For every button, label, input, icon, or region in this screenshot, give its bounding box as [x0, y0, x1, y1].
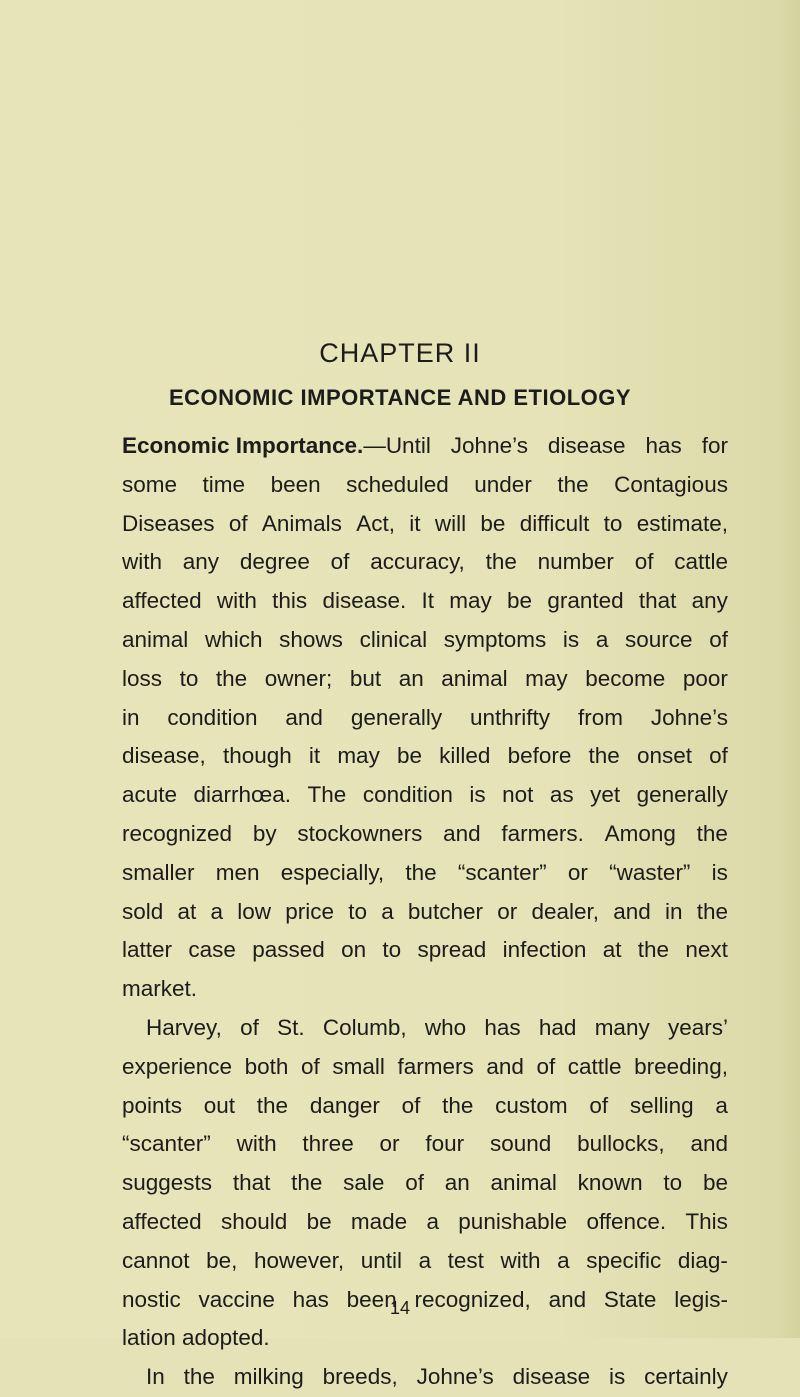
line-word: the: [637, 937, 670, 963]
line-word: danger: [309, 1092, 380, 1118]
line-word: punishable: [458, 1208, 568, 1234]
line-word: of: [401, 1092, 421, 1118]
line-word: in: [664, 898, 683, 924]
line-word: three: [302, 1131, 354, 1157]
text-line: [122, 699, 728, 738]
line-word: small: [332, 1053, 385, 1079]
text-line: [122, 776, 728, 815]
line-word: a: [426, 1208, 439, 1234]
line-word: until: [360, 1247, 402, 1273]
line-word: the: [183, 1364, 215, 1390]
line-word: a: [381, 898, 394, 924]
line-word: estimate,: [636, 510, 728, 536]
line-word: or: [379, 1131, 400, 1157]
page-number: 14: [389, 1298, 411, 1318]
line-word: for: [701, 433, 728, 458]
line-word: smaller: [122, 859, 195, 885]
line-word: dealer,: [531, 898, 599, 924]
line-word: disease,: [122, 743, 206, 769]
text-line: [122, 427, 728, 466]
line-word: affected: [122, 1208, 202, 1234]
text-line: [122, 893, 728, 932]
line-word: both: [244, 1053, 289, 1079]
line-word: a: [210, 898, 223, 924]
text-line: [122, 1087, 728, 1126]
line-word: Johne’s: [650, 704, 728, 730]
line-word: may: [449, 588, 492, 614]
line-word: diag-: [677, 1247, 728, 1273]
line-word: out: [203, 1092, 236, 1118]
line-word: who: [424, 1014, 467, 1040]
line-word: “scanter”: [122, 1131, 211, 1157]
line-word: onset: [636, 743, 692, 769]
text-line: [122, 1203, 728, 1242]
line-word: the: [485, 549, 517, 575]
line-word: “scanter”: [457, 859, 547, 885]
line-word: stockowners: [297, 820, 423, 846]
line-word: Among: [604, 820, 676, 846]
line-word: points: [122, 1092, 183, 1118]
line-word: source: [625, 626, 693, 652]
line-word: but: [349, 665, 382, 691]
line-word: diarrhœa.: [193, 782, 292, 808]
text-line: [122, 1125, 728, 1164]
line-word: legis-: [674, 1286, 728, 1312]
line-word: by: [252, 820, 277, 846]
line-word: on: [341, 937, 367, 963]
line-word: case: [188, 937, 236, 963]
line-word: any: [691, 588, 728, 614]
line-word: recognized,: [414, 1286, 531, 1312]
line-word: to: [663, 1170, 683, 1196]
line-word: loss: [122, 665, 163, 691]
line-word: the: [442, 1092, 474, 1118]
text-line: [122, 543, 728, 582]
line-word: that: [232, 1170, 271, 1196]
line-word: and: [443, 820, 481, 846]
line-word: disease: [547, 433, 626, 458]
line-word: spread: [417, 937, 487, 963]
text-line: [122, 931, 728, 970]
line-word: any: [182, 549, 220, 575]
line-word: selling: [629, 1092, 694, 1118]
line-word: the: [291, 1170, 323, 1196]
line-word: clinical: [359, 626, 428, 652]
text-line: [122, 660, 728, 699]
line-word: and: [486, 1053, 524, 1079]
line-word: known: [577, 1170, 643, 1196]
line-word: four: [425, 1131, 465, 1157]
line-word: degree: [239, 549, 310, 575]
line-word: infection: [502, 937, 587, 963]
line-word: to: [348, 898, 367, 924]
line-word: had: [538, 1014, 577, 1040]
line-word: nostic: [122, 1286, 181, 1312]
line-word: especially,: [280, 859, 385, 885]
line-word: Economic Importance.—Until: [122, 433, 431, 458]
line-text: market.: [122, 976, 198, 1002]
line-word: of: [330, 549, 350, 575]
line-word: not: [502, 782, 534, 808]
chapter-heading: CHAPTER II: [319, 338, 481, 368]
line-word: is: [469, 782, 486, 808]
line-word: Diseases: [122, 510, 215, 536]
line-word: a: [595, 626, 609, 652]
line-word: as: [549, 782, 574, 808]
line-word: disease: [512, 1364, 591, 1390]
line-word: be: [396, 743, 422, 769]
line-word: years’: [667, 1014, 728, 1040]
line-word: a: [557, 1247, 570, 1273]
line-word: which: [204, 626, 263, 652]
line-word: the: [588, 743, 620, 769]
line-word: Harvey,: [146, 1014, 222, 1040]
line-word: or: [497, 898, 518, 924]
line-word: of: [634, 549, 654, 575]
line-word: been: [346, 1286, 397, 1312]
line-word: low: [237, 898, 271, 924]
line-word: custom: [495, 1092, 568, 1118]
line-word: a: [715, 1092, 728, 1118]
line-word: it: [308, 743, 321, 769]
line-word: The: [307, 782, 347, 808]
line-word: has: [645, 433, 682, 458]
line-word: the: [696, 820, 728, 846]
line-word: cattle: [567, 1053, 622, 1079]
line-word: under: [474, 471, 532, 497]
line-word: farmers.: [501, 820, 584, 846]
line-word: bullocks,: [577, 1131, 665, 1157]
line-word: cattle: [674, 549, 728, 575]
line-word: and: [690, 1131, 728, 1157]
line-word: will: [434, 510, 467, 536]
line-word: sound: [489, 1131, 552, 1157]
line-word: granted: [547, 588, 624, 614]
line-word: breeding,: [634, 1053, 728, 1079]
line-word: of: [536, 1053, 556, 1079]
line-word: the: [405, 859, 437, 885]
line-word: be,: [206, 1247, 238, 1273]
line-word: yet: [590, 782, 621, 808]
line-word: has: [484, 1014, 521, 1040]
line-word: to: [603, 510, 623, 536]
line-word: the: [557, 471, 589, 497]
line-word: killed: [439, 743, 491, 769]
line-word: with: [216, 588, 257, 614]
line-word: certainly: [644, 1364, 728, 1390]
text-line: [122, 505, 728, 544]
line-word: St.: [277, 1014, 305, 1040]
text-line: [122, 815, 728, 854]
line-word: State: [603, 1286, 657, 1312]
line-word: number: [537, 549, 614, 575]
line-word: condition: [167, 704, 258, 730]
line-word: from: [577, 704, 623, 730]
line-word: This: [685, 1208, 728, 1234]
line-word: Act,: [356, 510, 395, 536]
line-word: animal: [490, 1170, 557, 1196]
line-word: though: [222, 743, 292, 769]
line-word: accuracy,: [370, 549, 465, 575]
line-word: latter: [122, 937, 173, 963]
body-text: [122, 427, 728, 1397]
line-word: scheduled: [346, 471, 449, 497]
line-word: animal: [441, 665, 508, 691]
text-line: [122, 970, 728, 1009]
line-word: the: [215, 665, 248, 691]
line-word: however,: [254, 1247, 345, 1273]
line-word: of: [301, 1053, 320, 1079]
line-word: condition: [362, 782, 453, 808]
line-word: sold: [122, 898, 164, 924]
line-word: owner;: [264, 665, 333, 691]
line-word: be: [480, 510, 506, 536]
line-word: of: [589, 1092, 609, 1118]
line-word: to: [179, 665, 199, 691]
line-word: In: [146, 1364, 165, 1390]
line-word: “waster”: [609, 859, 691, 885]
line-word: or: [567, 859, 588, 885]
text-line: [122, 1242, 728, 1281]
line-word: an: [398, 665, 424, 691]
line-word: has: [292, 1286, 329, 1312]
line-word: milking: [233, 1364, 304, 1390]
line-word: experience: [122, 1053, 233, 1079]
text-line: [122, 1319, 728, 1358]
line-word: made: [350, 1208, 408, 1234]
line-word: offence.: [586, 1208, 667, 1234]
line-word: farmers: [397, 1053, 474, 1079]
line-word: to: [382, 937, 402, 963]
line-word: in: [122, 704, 140, 730]
line-word: of: [709, 626, 728, 652]
line-word: and: [285, 704, 323, 730]
line-word: sale: [343, 1170, 385, 1196]
run-in-heading: Economic Importance.: [122, 433, 364, 458]
line-word: with: [500, 1247, 541, 1273]
line-word: generally: [350, 704, 443, 730]
line-word: passed: [252, 937, 325, 963]
text-line: [122, 854, 728, 893]
line-word: time: [202, 471, 246, 497]
line-word: at: [177, 898, 197, 924]
line-word: an: [444, 1170, 470, 1196]
line-word: vaccine: [198, 1286, 275, 1312]
text-line: [122, 621, 728, 660]
line-word: butcher: [407, 898, 483, 924]
line-word: affected: [122, 588, 202, 614]
line-word: of: [709, 743, 728, 769]
line-word: Johne’s: [416, 1364, 494, 1390]
text-line: [122, 737, 728, 776]
line-word: some: [122, 471, 178, 497]
line-word: of: [405, 1170, 424, 1196]
line-word: is: [609, 1364, 626, 1390]
line-word: become: [585, 665, 666, 691]
line-word: before: [507, 743, 572, 769]
line-word: may: [337, 743, 380, 769]
text-line: [122, 1009, 728, 1048]
line-word: men: [215, 859, 260, 885]
line-word: and: [613, 898, 651, 924]
line-word: recognized: [122, 820, 233, 846]
line-word: is: [562, 626, 580, 652]
line-word: of: [240, 1014, 259, 1040]
line-word: been: [270, 471, 321, 497]
line-word: a: [418, 1247, 432, 1273]
line-word: with: [236, 1131, 277, 1157]
line-word: should: [220, 1208, 288, 1234]
line-word: be: [306, 1208, 332, 1234]
line-word: that: [638, 588, 677, 614]
line-word: may: [525, 665, 568, 691]
line-word: this: [272, 588, 308, 614]
chapter-title: ECONOMIC IMPORTANCE AND ETIOLOGY: [168, 385, 632, 410]
line-word: price: [285, 898, 334, 924]
line-word: and: [548, 1286, 587, 1312]
line-word: it: [409, 510, 421, 536]
line-word: the: [696, 898, 728, 924]
text-line: [122, 1048, 728, 1087]
line-text: lation adopted.: [122, 1325, 270, 1351]
line-word: of: [228, 510, 248, 536]
text-line: [122, 1164, 728, 1203]
line-word: the: [256, 1092, 289, 1118]
line-word: difficult: [519, 510, 590, 536]
line-word: shows: [279, 626, 343, 652]
line-word: be: [507, 588, 533, 614]
text-line: [122, 1358, 728, 1397]
text-line: [122, 466, 728, 505]
line-word: disease.: [322, 588, 407, 614]
line-word: next: [685, 937, 728, 963]
line-word: Contagious: [614, 471, 728, 497]
text-line: [122, 582, 728, 621]
line-word: generally: [636, 782, 728, 808]
line-word: is: [711, 859, 728, 885]
line-word: acute: [122, 782, 178, 808]
line-word: Johne’s: [450, 433, 528, 458]
line-word: unthrifty: [470, 704, 551, 730]
line-word: suggests: [122, 1170, 213, 1196]
line-word: specific: [586, 1247, 662, 1273]
line-word: cannot: [122, 1247, 190, 1273]
line-word: It: [421, 588, 435, 614]
line-word: breeds,: [322, 1364, 398, 1390]
line-word: symptoms: [443, 626, 547, 652]
line-word: many: [594, 1014, 650, 1040]
line-word: Animals: [261, 510, 342, 536]
line-word: Columb,: [322, 1014, 407, 1040]
line-word: with: [122, 549, 163, 575]
line-word: be: [702, 1170, 728, 1196]
line-word: at: [602, 937, 622, 963]
line-word: animal: [122, 626, 189, 652]
line-word: poor: [682, 665, 728, 691]
line-word: test: [447, 1247, 484, 1273]
